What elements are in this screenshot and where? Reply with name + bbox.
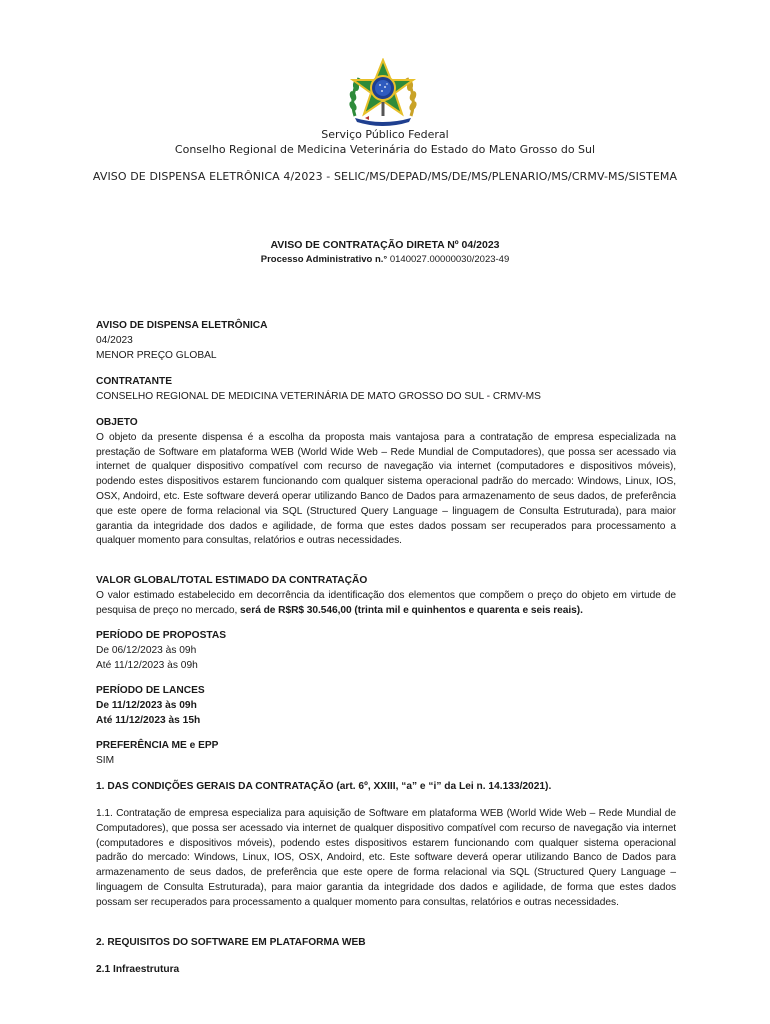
- process-label: Processo Administrativo n.°: [260, 254, 388, 265]
- lances-end: Até 11/12/2023 às 15h: [96, 714, 201, 726]
- propostas-heading: PERÍODO DE PROPOSTAS: [96, 630, 227, 641]
- lances-start: De 11/12/2023 às 09h: [96, 699, 197, 711]
- contratante-section: [96, 375, 676, 405]
- header-notice-reference: AVISO DE DISPENSA ELETRÔNICA 4/2023 - SELIC/MS/DEPAD/MS/DE/MS/PLENARIO/MS/CRMV-MS/SISTEMA: [92, 170, 678, 183]
- valor-amount: será de R$R$ 30.546,00 (trinta mil e quinhentos e quarenta e seis reais).: [240, 604, 583, 616]
- dispensa-heading: AVISO DE DISPENSA ELETRÔNICA: [96, 320, 268, 331]
- item-1-1-text: 1.1. Contratação de empresa especializa para aquisição de Software em plataforma WEB (World Wide Web – Rede Mundial de Computadores), que possa ser acessado via internet de qualquer dispositivo compatível com recurso de navegação via internet (computadores e dispositivos móveis), podendo estes dispositivos estarem funcionando com qualquer sistema operacional padrão do mercado: Windows, Linux, IOS, OSX, Andoird, etc. Este software deverá operar utilizando Banco de Dados para armazenamento de seus dados, de preferência que este opere de forma relacional via SQL (Structured Query Language – linguagem de Consulta Estruturada), para maior garantia da integridade dos dados e agilidade, de forma que estes dados possam ser recuperados para processamento a qualquer momento para consultas, relatórios e outras necessidades.: [96, 808, 676, 908]
- contratante-heading: CONTRATANTE: [96, 376, 173, 387]
- lances-section: [96, 684, 676, 728]
- preferencia-value: SIM: [96, 754, 115, 766]
- process-number: 0140027.00000030/2023-49: [387, 254, 510, 265]
- propostas-section: [96, 629, 676, 673]
- dispensa-number: 04/2023: [96, 334, 133, 346]
- section-1-heading: 1. DAS CONDIÇÕES GERAIS DA CONTRATAÇÃO (art. 6º, XXIII, “a” e “i” da Lei n. 14.133/2021).: [96, 781, 552, 792]
- propostas-end: Até 11/12/2023 às 09h: [96, 659, 198, 671]
- header-council-line: Conselho Regional de Medicina Veterinária do Estado do Mato Grosso do Sul: [174, 143, 596, 156]
- contratante-name: CONSELHO REGIONAL DE MEDICINA VETERINÁRIA DE MATO GROSSO DO SUL - CRMV-MS: [96, 390, 541, 402]
- section-1-1: [96, 807, 676, 911]
- section-2-1: [96, 963, 676, 978]
- valor-description: O valor estimado estabelecido em decorrência da identificação dos elementos que compõem o preço do objeto em virtude de pesquisa de preço no mercado,: [96, 589, 676, 616]
- dispensa-criterion: MENOR PREÇO GLOBAL: [96, 349, 217, 361]
- page-title: AVISO DE CONTRATAÇÃO DIRETA Nº 04/2023: [270, 239, 500, 251]
- valor-text: [96, 589, 676, 619]
- valor-heading: VALOR GLOBAL/TOTAL ESTIMADO DA CONTRATAÇÃO: [96, 575, 368, 586]
- section-2: [96, 936, 676, 951]
- preferencia-section: [96, 739, 676, 769]
- section-2-heading: 2. REQUISITOS DO SOFTWARE EM PLATAFORMA WEB: [96, 937, 366, 948]
- header-service-line: Serviço Público Federal: [321, 128, 449, 141]
- objeto-text: O objeto da presente dispensa é a escolha da proposta mais vantajosa para a contratação de empresa especializada na prestação de Software em plataforma WEB (World Wide Web – Rede Mundial de Computadores), que possa ser acessado via internet de qualquer dispositivo compatível com recurso de navegação via internet (computadores e dispositivos móveis), podendo estes dispositivos estarem funcionando com qualquer sistema operacional padrão do mercado: Windows, Linux, IOS, OSX, Andoird, etc. Este software deverá operar utilizando Banco de Dados para armazenamento de seus dados, de preferência que este opere de forma relacional via SQL (Structured Query Language – linguagem de Consulta Estruturada), para maior garantia da integridade dos dados e agilidade, de forma que estes dados possam ser recuperados para processamento a qualquer momento para consultas, relatórios e outras necessidades.: [96, 431, 676, 547]
- valor-section: [96, 574, 676, 618]
- dispensa-section: [96, 319, 676, 363]
- process-number-line: [0, 254, 770, 265]
- section-1: [96, 780, 676, 795]
- objeto-section: [96, 416, 676, 549]
- objeto-heading: OBJETO: [96, 417, 138, 428]
- lances-heading: PERÍODO DE LANCES: [96, 685, 205, 696]
- brazil-coat-of-arms-icon: [345, 58, 421, 126]
- propostas-start: De 06/12/2023 às 09h: [96, 644, 197, 656]
- section-2-1-heading: 2.1 Infraestrutura: [96, 964, 180, 975]
- preferencia-heading: PREFERÊNCIA ME e EPP: [96, 740, 219, 751]
